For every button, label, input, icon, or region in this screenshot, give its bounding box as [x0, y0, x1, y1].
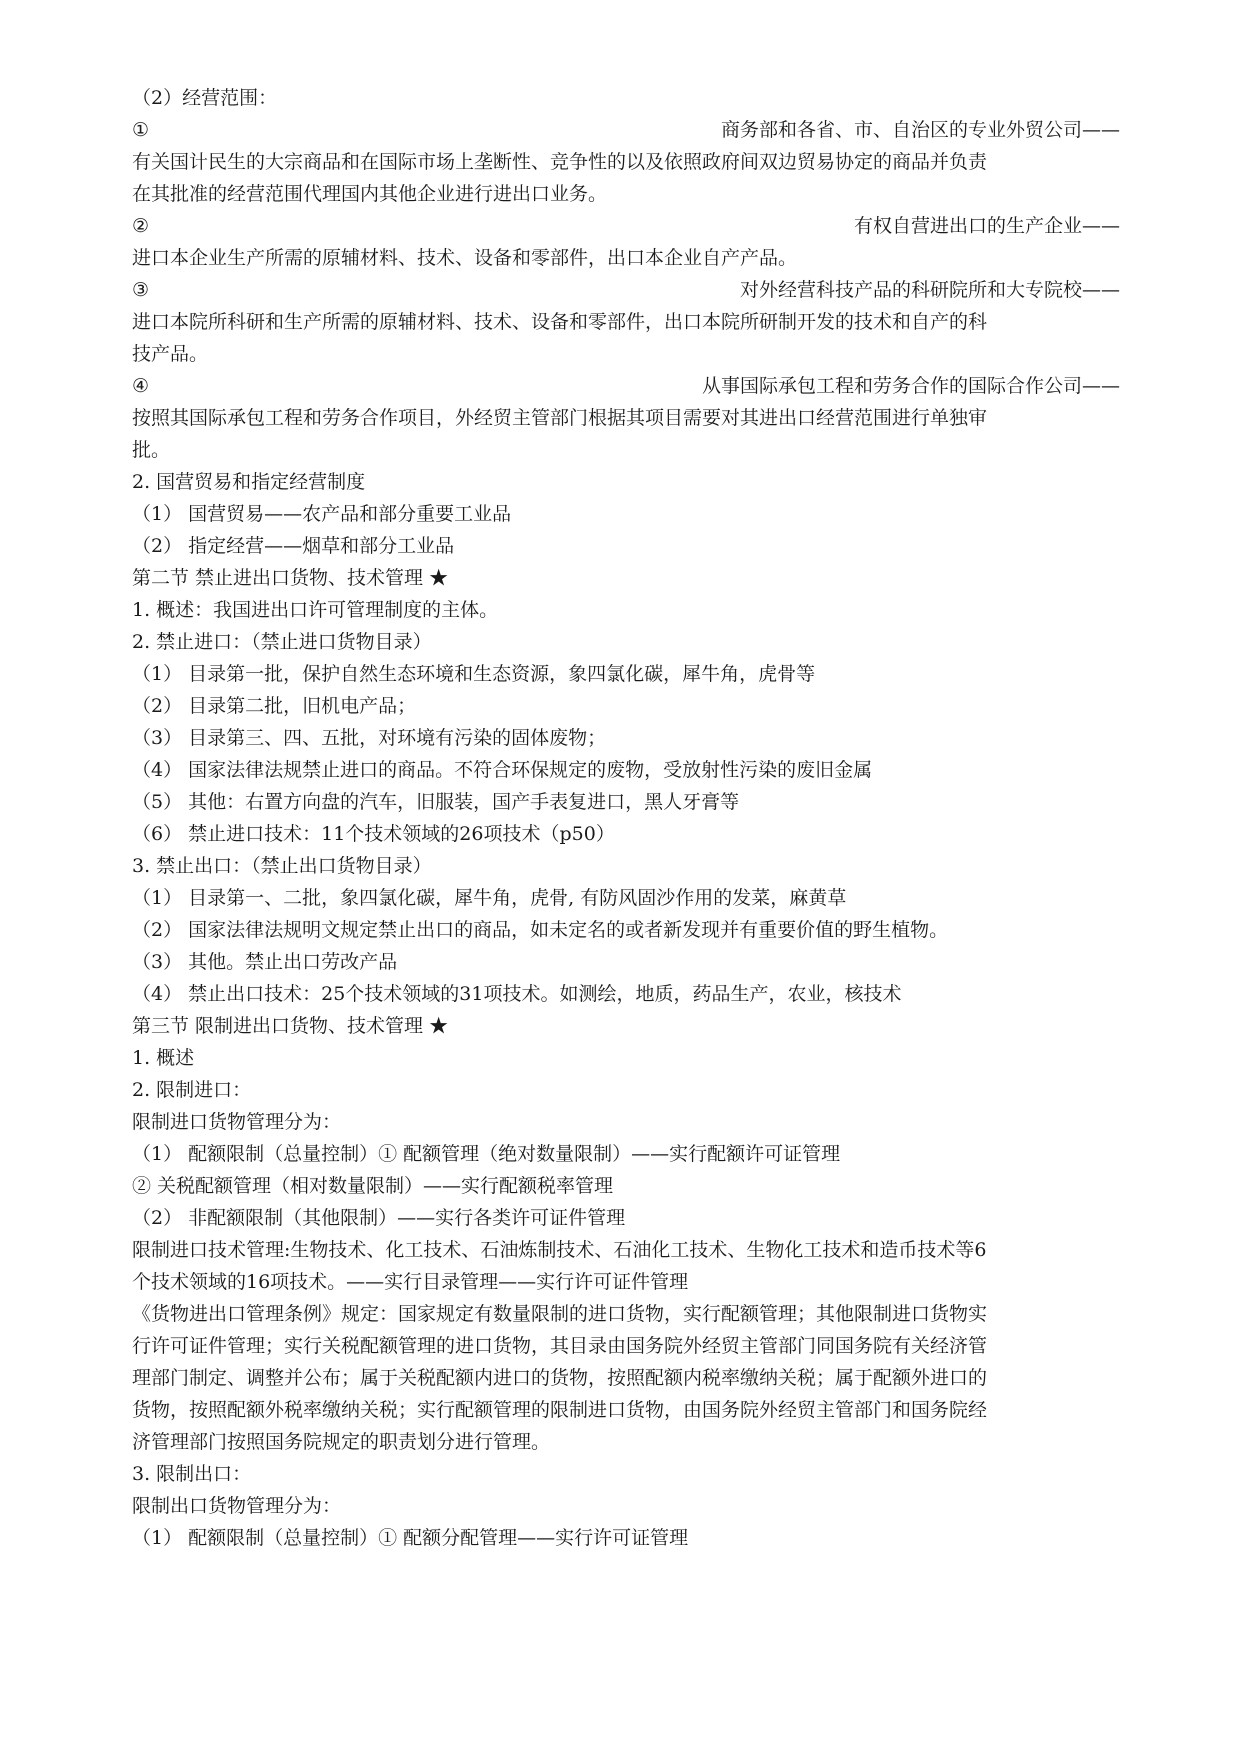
document-line: （3） 目录第三、四、五批，对环境有污染的固体废物； [132, 727, 607, 749]
document-line: 2. 国营贸易和指定经营制度 [132, 471, 366, 493]
document-line: （6） 禁止进口技术：11个技术领域的26项技术（p50） [132, 823, 615, 845]
document-line: 济管理部门按照国务院规定的职责划分进行管理。 [132, 1431, 551, 1453]
document-line: （3） 其他。禁止出口劳改产品 [132, 951, 398, 973]
document-line: 货物，按照配额外税率缴纳关税；实行配额管理的限制进口货物，由国务院外经贸主管部门和国务院经 [132, 1399, 988, 1421]
list-marker: ③ [132, 279, 150, 301]
document-line: （2） 目录第二批，旧机电产品； [132, 695, 417, 717]
right-aligned-text: 从事国际承包工程和劳务合作的国际合作公司—— [701, 375, 1120, 397]
document-line: 2. 限制进口： [132, 1079, 252, 1101]
document-line: 3. 禁止出口：（禁止出口货物目录） [132, 855, 432, 877]
document-line: （2） 指定经营——烟草和部分工业品 [132, 535, 455, 557]
document-line: 进口本企业生产所需的原辅材料、技术、设备和零部件，出口本企业自产产品。 [132, 247, 798, 269]
document-line-split [132, 370, 1120, 402]
document-line: 《货物进出口管理条例》规定：国家规定有数量限制的进口货物，实行配额管理；其他限制进口货物实 [132, 1303, 988, 1325]
document-line: 在其批准的经营范围代理国内其他企业进行进出口业务。 [132, 183, 608, 205]
document-line: 批。 [132, 439, 171, 461]
document-line: 行许可证件管理；实行关税配额管理的进口货物，其目录由国务院外经贸主管部门同国务院有关经济管 [132, 1335, 988, 1357]
document-line: （1） 配额限制（总量控制）① 配额管理（绝对数量限制）——实行配额许可证管理 [132, 1143, 841, 1165]
document-line: 限制出口货物管理分为： [132, 1495, 342, 1517]
right-aligned-text: 有权自营进出口的生产企业—— [853, 215, 1120, 237]
document-line: （1） 目录第一、二批，象四氯化碳，犀牛角，虎骨, 有防风固沙作用的发菜，麻黄草 [132, 887, 847, 909]
document-line-split [132, 114, 1120, 146]
document-line: 第三节 限制进出口货物、技术管理 ★ [132, 1015, 449, 1037]
document-line: （1） 目录第一批，保护自然生态环境和生态资源，象四氯化碳，犀牛角，虎骨等 [132, 663, 816, 685]
document-line: （2）经营范围： [132, 87, 278, 109]
right-aligned-text: 商务部和各省、市、自治区的专业外贸公司—— [720, 119, 1120, 141]
document-line: 技产品。 [132, 343, 209, 365]
document-line: 有关国计民生的大宗商品和在国际市场上垄断性、竞争性的以及依照政府间双边贸易协定的商品并负责 [132, 151, 988, 173]
document-line: （4） 国家法律法规禁止进口的商品。不符合环保规定的废物，受放射性污染的废旧金属 [132, 759, 873, 781]
right-aligned-text: 对外经营科技产品的科研院所和大专院校—— [739, 279, 1120, 301]
document-line: 按照其国际承包工程和劳务合作项目，外经贸主管部门根据其项目需要对其进出口经营范围进行单独审 [132, 407, 988, 429]
list-marker: ② [132, 215, 150, 237]
document-line: ② 关税配额管理（相对数量限制）——实行配额税率管理 [132, 1175, 614, 1197]
document-line: 限制进口货物管理分为： [132, 1111, 342, 1133]
document-body [132, 82, 1120, 1554]
list-marker: ① [132, 119, 150, 141]
document-line: （2） 非配额限制（其他限制）——实行各类许可证件管理 [132, 1207, 626, 1229]
document-line: （2） 国家法律法规明文规定禁止出口的商品，如未定名的或者新发现并有重要价值的野生植物。 [132, 919, 949, 941]
document-line: （5） 其他：右置方向盘的汽车，旧服装，国产手表复进口，黑人牙膏等 [132, 791, 740, 813]
document-line-split [132, 274, 1120, 306]
document-line: 2. 禁止进口：（禁止进口货物目录） [132, 631, 432, 653]
document-line: 3. 限制出口： [132, 1463, 252, 1485]
document-line: （1） 配额限制（总量控制）① 配额分配管理——实行许可证管理 [132, 1527, 689, 1549]
document-line: 进口本院所科研和生产所需的原辅材料、技术、设备和零部件，出口本院所研制开发的技术和自产的科 [132, 311, 988, 333]
document-line-split [132, 210, 1120, 242]
document-line: 限制进口技术管理:生物技术、化工技术、石油炼制技术、石油化工技术、生物化工技术和造币技术等6 [132, 1239, 987, 1261]
document-line: （1） 国营贸易——农产品和部分重要工业品 [132, 503, 512, 525]
list-marker: ④ [132, 375, 150, 397]
document-line: 第二节 禁止进出口货物、技术管理 ★ [132, 567, 449, 589]
document-line: 1. 概述：我国进出口许可管理制度的主体。 [132, 599, 499, 621]
document-line: （4） 禁止出口技术：25个技术领域的31项技术。如测绘，地质，药品生产，农业，核技术 [132, 983, 902, 1005]
document-line: 理部门制定、调整并公布；属于关税配额内进口的货物，按照配额内税率缴纳关税；属于配额外进口的 [132, 1367, 988, 1389]
document-line: 个技术领域的16项技术。——实行目录管理——实行许可证件管理 [132, 1271, 689, 1293]
document-line: 1. 概述 [132, 1047, 195, 1069]
